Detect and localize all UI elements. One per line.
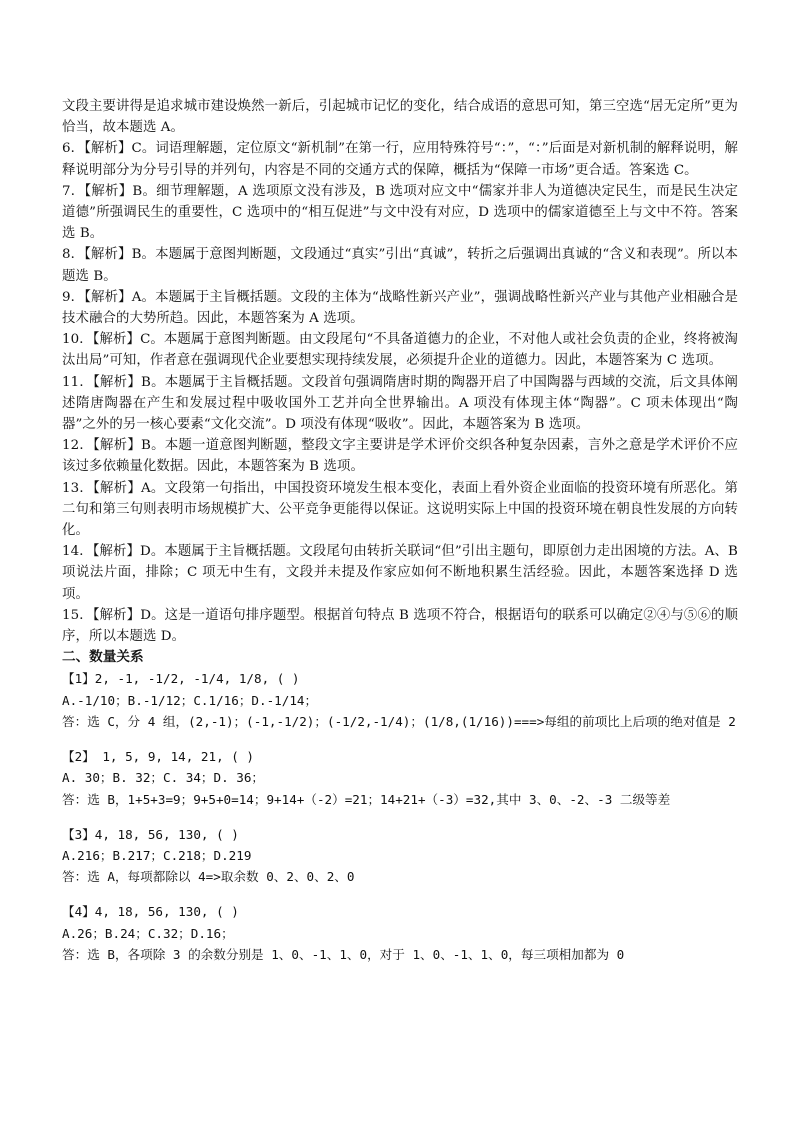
answer-paragraph-9: 9．【解析】A。本题属于主旨概括题。文段的主体为“战略性新兴产业”，强调战略性新兴产业与其他产业相融合是技术融合的大势所趋。因此，本题答案为 A 选项。: [62, 289, 738, 327]
problem-answer: 答：选 A，每项都除以 4=>取余数 0、2、0、2、0: [62, 869, 355, 885]
answer-paragraph-14: 14．【解析】D。本题属于主旨概括题。文段尾句由转折关联词“但”引出主题句，即原创力走出困境的方法。A、B 项说法片面，排除；C 项无中生有，文段并未提及作家应如何不断地积累生活经验。因此，本题答案选择 D 选项。: [62, 544, 738, 602]
problem-answer: 答：选 B，1+5+3=9；9+5+0=14；9+14+（-2）=21；14+21+（-3）=32,其中 3、0、-2、-3 二级等差: [62, 791, 671, 807]
spacer: [62, 810, 738, 824]
answer-paragraph-15: 15．【解析】D。这是一道语句排序题型。根据首句特点 B 选项不符合，根据语句的联系可以确定②④与⑤⑥的顺序，所以本题选 D。: [62, 607, 738, 645]
problem-question: 【1】2, -1, -1/2, -1/4, 1/8, ( ): [62, 671, 300, 687]
problem-block: [62, 668, 738, 732]
problem-question: 【4】4, 18, 56, 130, ( ): [62, 904, 239, 920]
answer-paragraph-13: 13．【解析】A。文段第一句指出，中国投资环境发生根本变化，表面上看外资企业面临的投资环境有所恶化。第二句和第三句则表明市场规模扩大、公平竞争更能得以保证。这说明实际上中国的投资环境在朝良性发展的方向转化。: [62, 480, 738, 539]
problem-options: A.-1/10；B.-1/12；C.1/16；D.-1/14；: [62, 692, 318, 708]
answer-paragraph-5-tail: 文段主要讲得是追求城市建设焕然一新后，引起城市记忆的变化，结合成语的意思可知，第三空选“居无定所”更为恰当，故本题选 A。: [62, 99, 738, 136]
answer-paragraph-12: 12．【解析】B。本题一道意图判断题，整段文字主要讲是学术评价交织各种复杂因素，言外之意是学术评价不应该过多依赖量化数据。因此，本题答案为 B 选项。: [62, 438, 738, 475]
answer-paragraph-10: 10．【解析】C。本题属于意图判断题。由文段尾句“不具备道德力的企业，不对他人或社会负责的企业，终将被淘汰出局”可知，作者意在强调现代企业要想实现持续发展，必须提升企业的道德力。因此，本题答案为 C 选项。: [62, 332, 738, 369]
document-page: [62, 96, 738, 965]
problem-block: [62, 901, 738, 965]
answer-paragraph-7: 7．【解析】B。细节理解题，A 选项原文没有涉及，B 选项对应文中“儒家并非人为道德决定民生，而是民生决定道德”所强调民生的重要性，C 选项中的“相互促进”与文中没有对应，D 选项中的儒家道德至上与文中不符。答案选 B。: [62, 183, 738, 242]
spacer: [62, 887, 738, 901]
problem-options: A. 30；B. 32；C. 34；D. 36；: [62, 770, 265, 786]
problem-options: A.216；B.217；C.218；D.219: [62, 847, 252, 863]
problem-answer: 答：选 B，各项除 3 的余数分别是 1、0、-1、1、0，对于 1、0、-1、1、0，每三项相加都为 0: [62, 946, 625, 962]
problem-question: 【3】4, 18, 56, 130, ( ): [62, 826, 239, 842]
problem-options: A.26；B.24；C.32；D.16；: [62, 925, 234, 941]
answer-paragraph-11: 11．【解析】B。本题属于主旨概括题。文段首句强调隋唐时期的陶器开启了中国陶器与西域的交流，后文具体阐述隋唐陶器在产生和发展过程中吸收国外工艺并向全世界输出。A 项没有体现主体“陶器”。C 项未体现出“陶器”之外的另一核心要素“文化交流”。D 项没有体现“吸收”。因此，本题答案为 B 选项。: [62, 374, 738, 433]
problem-block: [62, 746, 738, 810]
problem-answer: 答：选 C，分 4 组，(2,-1)；(-1,-1/2)；(-1/2,-1/4)；(1/8,(1/16))===>每组的前项比上后项的绝对值是 2: [62, 713, 736, 729]
answer-paragraph-6: 6．【解析】C。词语理解题，定位原文“新机制”在第一行，应用特殊符号“：”，“：”后面是对新机制的解释说明，解释说明部分为分号引导的并列句，内容是不同的交通方式的保障，概括为“保障一市场”更合适。答案选 C。: [62, 141, 738, 178]
problem-question: 【2】 1, 5, 9, 14, 21, ( ): [62, 749, 254, 765]
problem-block: [62, 824, 738, 888]
section-title: 二、数量关系: [62, 649, 144, 666]
answer-paragraph-8: 8．【解析】B。本题属于意图判断题，文段通过“真实”引出“真诚”，转折之后强调出真诚的“含义和表现”。所以本题选 B。: [62, 247, 738, 284]
spacer: [62, 732, 738, 746]
